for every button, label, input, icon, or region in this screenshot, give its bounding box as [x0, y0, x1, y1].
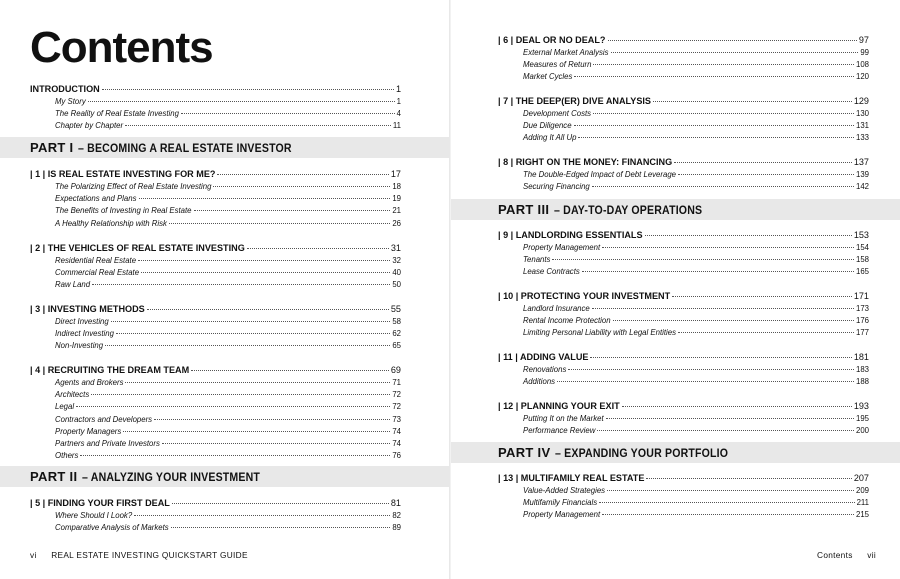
toc-chapter-block — [498, 472, 869, 522]
page-number: 11 — [392, 121, 401, 131]
section-label: Measures of Return — [523, 60, 592, 70]
page-number: 74 — [392, 426, 401, 436]
toc-section[interactable] — [30, 193, 401, 205]
toc-section[interactable] — [30, 438, 401, 450]
toc-section[interactable] — [30, 426, 401, 438]
section-label: Property Management — [523, 510, 601, 520]
toc-chapter-block — [498, 156, 869, 193]
toc-section[interactable] — [498, 242, 869, 254]
footer — [817, 550, 876, 560]
leader-dots — [194, 210, 391, 211]
section-label: Multifamily Financials — [523, 498, 598, 508]
page-number: 62 — [392, 329, 401, 339]
toc-section[interactable] — [498, 485, 869, 497]
leader-dots — [574, 76, 854, 77]
toc-chapter[interactable] — [30, 242, 401, 255]
leader-dots — [568, 369, 854, 370]
toc-chapter[interactable] — [498, 229, 869, 242]
page-number: 72 — [392, 402, 401, 412]
section-label: Value-Added Strategies — [523, 486, 606, 495]
leader-dots — [592, 308, 854, 309]
toc-chapter-block — [498, 400, 869, 437]
section-label: Others — [55, 451, 79, 461]
toc-section[interactable] — [498, 327, 869, 339]
toc-section[interactable] — [30, 450, 401, 462]
chapter-label: | 9 | LANDLORDING ESSENTIALS — [498, 230, 643, 240]
section-label: Non-Investing — [55, 341, 104, 351]
toc-section[interactable] — [498, 254, 869, 266]
toc-section[interactable] — [30, 181, 401, 193]
section-label: Due Diligence — [523, 121, 572, 131]
section-label: Additions — [523, 377, 556, 387]
toc-section[interactable] — [498, 376, 869, 388]
toc-section[interactable] — [498, 303, 869, 315]
page-number: 139 — [855, 170, 869, 179]
section-label: Putting It on the Market — [523, 414, 604, 423]
page-number: 133 — [855, 133, 869, 143]
leader-dots — [597, 430, 854, 431]
toc-section[interactable] — [498, 71, 869, 83]
page-number: 72 — [392, 390, 401, 400]
toc-chapter[interactable] — [30, 364, 401, 377]
toc-section[interactable] — [30, 316, 401, 328]
section-label: Tenants — [523, 255, 551, 265]
page-number: 58 — [392, 317, 401, 326]
part-label: PART I — [30, 140, 74, 155]
leader-dots — [602, 247, 854, 248]
toc-chapter-block — [498, 290, 869, 340]
toc-section[interactable] — [30, 255, 401, 267]
page-number: 76 — [392, 451, 401, 461]
page-number: 130 — [855, 109, 869, 118]
section-label: Expectations and Plans — [55, 194, 137, 204]
leader-dots — [552, 259, 854, 260]
section-label: My Story — [55, 97, 86, 106]
page-number: 21 — [392, 206, 401, 216]
section-label: Limiting Personal Liability with Legal Entities — [523, 328, 676, 338]
toc-section[interactable] — [498, 169, 869, 181]
leader-dots — [154, 419, 390, 420]
toc-section[interactable] — [498, 315, 869, 327]
page-number: 50 — [392, 280, 401, 290]
page-number: 158 — [855, 255, 869, 265]
leader-dots — [123, 431, 390, 432]
leader-dots — [162, 443, 390, 444]
toc-section[interactable] — [498, 413, 869, 425]
part-title: – BECOMING A REAL ESTATE INVESTOR — [78, 140, 293, 155]
chapter-label: | 6 | DEAL OR NO DEAL? — [498, 35, 606, 45]
leader-dots — [582, 271, 854, 272]
page-number: 99 — [860, 48, 869, 57]
toc-section[interactable] — [498, 364, 869, 376]
page-number: 209 — [855, 486, 869, 495]
page-number: 129 — [853, 96, 869, 106]
section-label: External Market Analysis — [523, 48, 609, 57]
page-number: 142 — [855, 182, 869, 192]
page-number: 131 — [855, 121, 869, 131]
page-number: 193 — [853, 401, 869, 411]
toc-chapter-block — [498, 95, 869, 145]
toc-section[interactable] — [498, 59, 869, 71]
leader-dots — [613, 320, 854, 321]
toc-section[interactable] — [30, 389, 401, 401]
section-label: Renovations — [523, 365, 567, 374]
page-number: 4 — [396, 109, 401, 119]
page-number: 108 — [855, 60, 869, 70]
page-number: 154 — [855, 243, 869, 252]
page-number: 215 — [855, 510, 869, 520]
page-number: 26 — [392, 218, 401, 228]
leader-dots — [213, 186, 390, 187]
leader-dots — [171, 527, 391, 528]
page-number: 171 — [853, 291, 869, 301]
section-label: Property Management — [523, 243, 601, 252]
section-label: The Reality of Real Estate Investing — [55, 109, 179, 119]
toc-chapter[interactable] — [498, 95, 869, 108]
page-number: 181 — [853, 352, 869, 362]
leader-dots — [169, 223, 390, 224]
section-label: Contractors and Developers — [55, 414, 153, 424]
toc-section[interactable] — [30, 328, 401, 340]
chapter-label: | 2 | THE VEHICLES OF REAL ESTATE INVESTING — [30, 243, 245, 253]
section-label: Market Cycles — [523, 72, 573, 82]
leader-dots — [606, 418, 854, 419]
leader-dots — [217, 174, 388, 175]
page-title: Contents — [30, 23, 213, 72]
toc-chapter[interactable] — [498, 290, 869, 303]
leader-dots — [602, 514, 854, 515]
toc-section[interactable] — [30, 120, 401, 132]
page-number: 177 — [855, 328, 869, 338]
page-number: 31 — [390, 243, 401, 253]
leader-dots — [645, 235, 852, 236]
chapter-label: INTRODUCTION — [30, 84, 100, 94]
chapter-label: | 8 | RIGHT ON THE MONEY: FINANCING — [498, 157, 673, 167]
toc-chapter[interactable] — [30, 168, 401, 181]
leader-dots — [172, 503, 389, 504]
toc-chapter[interactable] — [30, 303, 401, 316]
section-label: Architects — [55, 390, 90, 400]
section-label: Agents and Brokers — [55, 378, 124, 387]
toc-section[interactable] — [30, 522, 401, 534]
page-number: 165 — [855, 267, 869, 277]
page-number: 137 — [853, 157, 869, 167]
leader-dots — [102, 89, 394, 90]
section-label: Chapter by Chapter — [55, 121, 124, 131]
part-label: PART II — [30, 469, 78, 484]
section-label: Raw Land — [55, 280, 91, 290]
page-number: 19 — [392, 194, 401, 204]
page-number: 183 — [855, 365, 869, 374]
toc-section[interactable] — [30, 108, 401, 120]
chapter-label: | 1 | IS REAL ESTATE INVESTING FOR ME? — [30, 169, 216, 179]
page-number: 74 — [392, 438, 401, 448]
section-label: Legal — [55, 402, 75, 412]
page-number: 17 — [390, 169, 401, 179]
page-number: 1 — [396, 97, 401, 106]
leader-dots — [557, 381, 854, 382]
toc-section[interactable] — [30, 279, 401, 291]
leader-dots — [76, 406, 390, 407]
toc-chapter[interactable] — [30, 497, 401, 510]
leader-dots — [88, 101, 395, 102]
page-number: 211 — [856, 498, 869, 508]
page-number: 176 — [855, 316, 869, 326]
page-number: 188 — [855, 377, 869, 387]
toc-section[interactable] — [30, 218, 401, 230]
page-number: 195 — [855, 414, 869, 423]
page-number: 18 — [392, 182, 401, 191]
section-label: The Benefits of Investing in Real Estate — [55, 206, 192, 216]
page-number: 55 — [390, 304, 401, 314]
toc-section[interactable] — [498, 108, 869, 120]
toc-section[interactable] — [30, 267, 401, 279]
section-label: Where Should I Look? — [55, 511, 133, 520]
leader-dots — [590, 357, 851, 358]
chapter-label: | 7 | THE DEEP(ER) DIVE ANALYSIS — [498, 96, 651, 106]
leader-dots — [608, 40, 857, 41]
part-title: – ANALYZING YOUR INVESTMENT — [82, 469, 261, 484]
toc-section[interactable] — [498, 425, 869, 437]
section-label: Partners and Private Investors — [55, 438, 160, 448]
toc-chapter-block — [30, 497, 401, 534]
part-heading — [451, 199, 900, 220]
part-title: – DAY-TO-DAY OPERATIONS — [554, 202, 703, 217]
page-number: 200 — [855, 426, 869, 436]
section-label: Landlord Insurance — [523, 304, 590, 313]
leader-dots — [125, 382, 390, 383]
footer-section-title: Contents — [817, 550, 853, 560]
leader-dots — [181, 113, 395, 114]
toc-section[interactable] — [30, 510, 401, 522]
toc-section[interactable] — [498, 181, 869, 193]
page-number: 120 — [855, 72, 869, 82]
leader-dots — [125, 125, 391, 126]
leader-dots — [607, 490, 854, 491]
leader-dots — [593, 64, 854, 65]
leader-dots — [134, 515, 390, 516]
toc-chapter-block — [30, 303, 401, 353]
toc-section[interactable] — [498, 497, 869, 509]
toc-section[interactable] — [30, 340, 401, 352]
toc-section[interactable] — [498, 120, 869, 132]
section-label: Development Costs — [523, 109, 592, 118]
toc-section[interactable] — [498, 132, 869, 144]
toc-chapter[interactable] — [30, 83, 401, 96]
leader-dots — [646, 478, 851, 479]
right-page — [451, 0, 900, 579]
section-label: Securing Financing — [523, 182, 590, 192]
part-heading — [451, 442, 900, 463]
part-label: PART IV — [498, 445, 551, 460]
page-number: 153 — [853, 230, 869, 240]
leader-dots — [141, 272, 390, 273]
toc-section[interactable] — [30, 414, 401, 426]
leader-dots — [653, 101, 852, 102]
leader-dots — [80, 455, 390, 456]
toc-chapter-block — [498, 351, 869, 388]
toc-section[interactable] — [30, 205, 401, 217]
leader-dots — [611, 52, 859, 53]
toc-chapter[interactable] — [498, 351, 869, 364]
footer — [30, 550, 248, 560]
toc-chapter-block — [30, 242, 401, 292]
toc-section[interactable] — [30, 377, 401, 389]
section-label: Comparative Analysis of Markets — [55, 523, 169, 533]
page-number: 173 — [855, 304, 869, 313]
page-number: 89 — [392, 523, 401, 533]
page-number: 32 — [392, 256, 401, 265]
chapter-label: | 13 | MULTIFAMILY REAL ESTATE — [498, 473, 645, 483]
toc-chapter-block — [498, 34, 869, 84]
page-number: 65 — [392, 341, 401, 351]
part-heading — [0, 466, 449, 487]
footer-book-title: REAL ESTATE INVESTING QUICKSTART GUIDE — [51, 550, 248, 560]
leader-dots — [138, 260, 390, 261]
page-number: 40 — [392, 268, 401, 278]
leader-dots — [599, 502, 854, 503]
leader-dots — [678, 174, 854, 175]
toc-section[interactable] — [30, 96, 401, 108]
toc-section[interactable] — [498, 266, 869, 278]
page-number: 207 — [853, 473, 869, 483]
part-heading — [0, 137, 449, 158]
section-label: Lease Contracts — [523, 267, 580, 277]
chapter-label: | 4 | RECRUITING THE DREAM TEAM — [30, 365, 190, 375]
footer-page-number: vi — [30, 550, 37, 560]
section-label: The Polarizing Effect of Real Estate Investing — [55, 182, 212, 191]
section-label: Adding It All Up — [523, 133, 577, 143]
section-label: Property Managers — [55, 426, 122, 436]
chapter-label: | 3 | INVESTING METHODS — [30, 304, 145, 314]
toc-chapter[interactable] — [498, 34, 869, 47]
page-number: 81 — [390, 498, 401, 508]
page-number: 73 — [392, 414, 401, 424]
footer-page-number: vii — [867, 550, 876, 560]
part-title: – EXPANDING YOUR PORTFOLIO — [555, 445, 729, 460]
leader-dots — [622, 406, 852, 407]
toc-chapter-block — [30, 364, 401, 462]
part-label: PART III — [498, 202, 550, 217]
toc-section[interactable] — [498, 47, 869, 59]
toc-intro — [30, 83, 401, 133]
section-label: Direct Investing — [55, 317, 109, 326]
section-label: A Healthy Relationship with Risk — [55, 218, 167, 228]
page-number: 1 — [395, 84, 401, 94]
leader-dots — [91, 394, 390, 395]
section-label: Commercial Real Estate — [55, 268, 140, 278]
leader-dots — [247, 248, 389, 249]
toc-section[interactable] — [498, 509, 869, 521]
toc-chapter[interactable] — [498, 472, 869, 485]
leader-dots — [105, 345, 390, 346]
toc-chapter[interactable] — [498, 400, 869, 413]
leader-dots — [111, 321, 391, 322]
leader-dots — [139, 198, 391, 199]
leader-dots — [92, 284, 390, 285]
chapter-label: | 11 | ADDING VALUE — [498, 352, 589, 362]
section-label: Rental Income Protection — [523, 316, 611, 326]
toc-chapter-block — [30, 168, 401, 230]
chapter-label: | 5 | FINDING YOUR FIRST DEAL — [30, 498, 170, 508]
leader-dots — [593, 113, 854, 114]
page-number: 97 — [858, 35, 869, 45]
leader-dots — [574, 125, 854, 126]
toc-chapter-block — [498, 229, 869, 279]
chapter-label: | 12 | PLANNING YOUR EXIT — [498, 401, 620, 411]
page-number: 71 — [392, 378, 401, 387]
toc-chapter[interactable] — [498, 156, 869, 169]
leader-dots — [672, 296, 852, 297]
toc-section[interactable] — [30, 401, 401, 413]
leader-dots — [116, 333, 390, 334]
leader-dots — [674, 162, 852, 163]
leader-dots — [191, 370, 389, 371]
section-label: Performance Review — [523, 426, 596, 436]
chapter-label: | 10 | PROTECTING YOUR INVESTMENT — [498, 291, 671, 301]
leader-dots — [578, 137, 854, 138]
page-number: 82 — [392, 511, 401, 520]
page-number: 69 — [390, 365, 401, 375]
section-label: Indirect Investing — [55, 329, 114, 339]
section-label: The Double-Edged Impact of Debt Leverage — [523, 170, 676, 179]
left-page — [0, 0, 449, 579]
leader-dots — [147, 309, 389, 310]
leader-dots — [592, 186, 854, 187]
section-label: Residential Real Estate — [55, 256, 137, 265]
leader-dots — [678, 332, 854, 333]
